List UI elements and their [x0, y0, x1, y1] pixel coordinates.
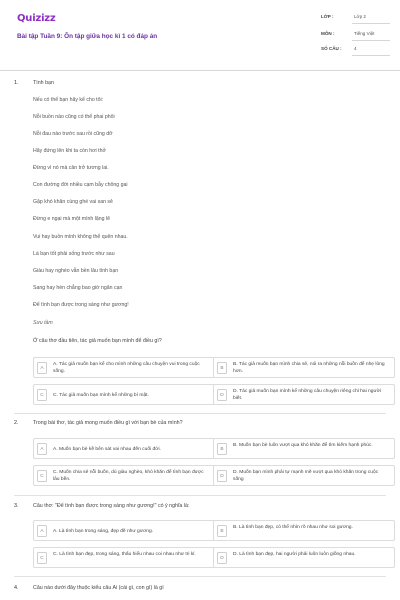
option-letter: D: [217, 552, 227, 564]
poem-line: Đừng e ngại mà một mình lặng lẽ: [33, 216, 111, 222]
poem-line: Đừng vì nó mà cản trở tương lai.: [33, 165, 109, 171]
answer-option-3d[interactable]: [213, 547, 395, 568]
meta-divider: [352, 23, 390, 24]
option-letter: B: [217, 362, 227, 374]
option-letter: A: [37, 525, 47, 537]
answer-option-3b[interactable]: [213, 520, 395, 541]
poem-line: Vui hay buồn mình không thể quên nhau.: [33, 234, 128, 240]
option-letter: C: [37, 470, 47, 482]
poem-line: Sang hay hèn chẳng bao giờ ngăn cạn: [33, 285, 123, 291]
option-text: A. Muốn bạn bè kề bên sát vai nhau đến cuối đời.: [53, 446, 161, 452]
question-divider: [14, 576, 386, 577]
question-text-3: Câu thơ: "Để tình bạn được trong sáng như gương!" có ý nghĩa là:: [33, 503, 190, 509]
question-number-4: 4.: [14, 585, 19, 591]
answer-option-1d[interactable]: [213, 384, 395, 405]
option-text: B. Tác giả muốn bạn mình chia sẻ, nói ra những nỗi buồn để nhẹ lòng hơn.: [233, 362, 385, 374]
poem-title: Tình bạn: [33, 80, 54, 86]
meta-subject-value: Tiếng Việt: [354, 31, 375, 36]
option-letter: B: [217, 525, 227, 537]
option-text: B. Muốn bạn bè luôn vượt qua khó khăn để tìm kiếm hạnh phúc.: [233, 443, 373, 448]
poem-line: Giàu hay nghèo vẫn bền lâu tình bạn: [33, 268, 119, 274]
answer-option-3c[interactable]: [33, 547, 215, 568]
poem-line: Để tình bạn được trong sáng như gương!: [33, 302, 129, 308]
poem-line: Nếu có thể bạn hãy kể cho tôi:: [33, 97, 104, 103]
option-letter: A: [37, 362, 47, 374]
question-text-2: Trong bài thơ, tác giả mong muốn điều gì với bạn bè của mình?: [33, 420, 183, 426]
header-divider: [0, 70, 400, 71]
answer-option-2b[interactable]: [213, 438, 395, 459]
meta-class-key: LỚP :: [321, 14, 334, 19]
option-letter: A: [37, 443, 47, 455]
meta-subject-key: MÔN :: [321, 31, 335, 36]
poem-line: Con đường đời nhiều cạm bẫy chông gai: [33, 182, 128, 188]
poem-line: Nỗi đau nào trước sau rồi cũng dỡ: [33, 131, 113, 137]
option-letter: B: [217, 443, 227, 455]
meta-divider: [352, 55, 390, 56]
option-text: D. Muốn bạn mình phải tự mạnh mẽ vượt qua khó khăn trong cuộc sống: [233, 470, 379, 482]
answer-option-1b[interactable]: [213, 357, 395, 378]
meta-count-key: SỐ CÂU :: [321, 46, 342, 51]
question-number-2: 2.: [14, 420, 19, 426]
answer-option-2c[interactable]: [33, 465, 215, 486]
option-text: C. Tác giả muốn bạn mình kể những bí mật.: [53, 392, 149, 398]
option-text: C. Là tình bạn đẹp, trong sáng, thấu hiểu nhau coi nhau như tri kỉ.: [53, 552, 196, 557]
worksheet-title: Bài tập Tuần 9: Ôn tập giữa học kì 1 có đáp án: [17, 33, 158, 40]
poem-credit: Sưu tầm: [33, 320, 53, 326]
option-letter: C: [37, 552, 47, 564]
question-text-1: Ở câu thơ đầu tiên, tác giả muốn bạn mình để điều gì?: [33, 338, 162, 344]
poem-line: Là bạn tốt phải sống trước như sau: [33, 251, 115, 257]
question-number-1: 1.: [14, 80, 19, 86]
option-letter: D: [217, 389, 227, 401]
option-text: C. Muốn chia sẻ nỗi buồn, dù giàu nghèo, khó khăn để tình bạn được lâu bền.: [53, 470, 204, 482]
meta-count-value: 4: [354, 46, 357, 51]
question-divider: [14, 495, 386, 496]
meta-class-value: Lớp 2: [354, 14, 366, 19]
option-letter: C: [37, 389, 47, 401]
poem-line: Hãy đứng lên khi ta còn hơi thở: [33, 148, 106, 154]
answer-option-3a[interactable]: [33, 520, 215, 541]
worksheet-header: [0, 0, 400, 72]
answer-option-1c[interactable]: [33, 384, 215, 405]
answer-option-1a[interactable]: [33, 357, 215, 378]
meta-divider: [352, 40, 390, 41]
option-letter: D: [217, 470, 227, 482]
question-text-4: Câu nào dưới đây thuộc kiểu câu Ai (cái gì, con gì) là gì: [33, 585, 164, 591]
option-text: B. Là tình bạn đẹp, có thể nhìn rõ nhau như soi gương.: [233, 525, 353, 530]
option-text: D. Tác giả muốn bạn mình kể những câu chuyện riêng chỉ hai người biết.: [233, 389, 382, 401]
question-number-3: 3.: [14, 503, 19, 509]
quizizz-logo: Quizizz: [17, 13, 56, 24]
question-divider: [14, 413, 386, 414]
answer-option-2d[interactable]: [213, 465, 395, 486]
option-text: A. Là tình bạn trong sáng, đẹp đẽ như gương.: [53, 528, 154, 534]
option-text: A. Tác giả muốn bạn kể cho mình những câu chuyện vui trong cuộc sống.: [53, 362, 200, 374]
option-text: D. Là tình bạn đẹp, hai người phải luôn luôn giống nhau.: [233, 552, 356, 557]
poem-line: Nỗi buồn nào cũng có thể phai phôi: [33, 114, 115, 120]
poem-line: Gặp khó khăn cùng ghé vai san sẻ: [33, 199, 113, 205]
answer-option-2a[interactable]: [33, 438, 215, 459]
